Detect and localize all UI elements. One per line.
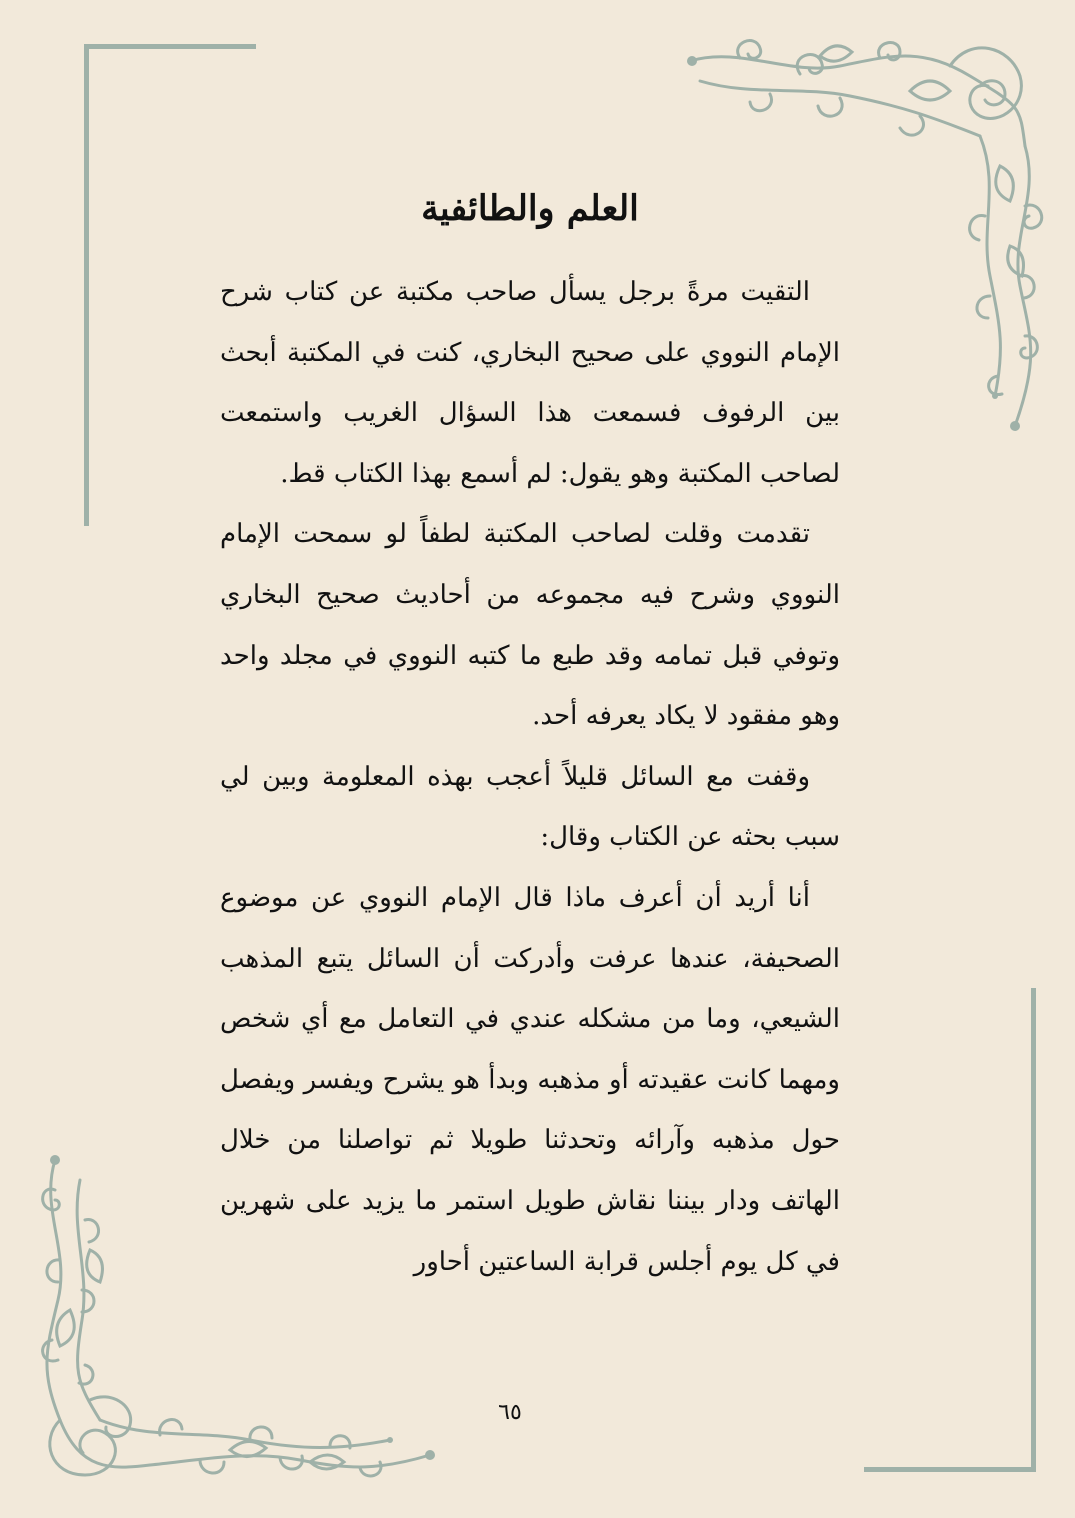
frame-top-left-horizontal bbox=[84, 44, 256, 49]
paragraph: أنا أريد أن أعرف ماذا قال الإمام النووي عن موضوع الصحيفة، عندها عرفت وأدركت أن السائل يتبع المذهب الشيعي، وما من مشكله عندي في التعامل مع أي شخص ومهما كانت عقيدته أو مذهبه وبدأ هو يشرح ويفسر ويفصل حول مذهبه وآرائه وتحدثنا طويلا ثم تواصلنا من خلال الهاتف ودار بيننا نقاش طويل استمر ما يزيد على شهرين في كل يوم أجلس قرابة الساعتين أحاور bbox=[220, 882, 840, 1277]
page-number: ٦٥ bbox=[498, 1400, 522, 1425]
paragraph: تقدمت وقلت لصاحب المكتبة لطفاً لو سمحت الإمام النووي وشرح فيه مجموعه من أحاديث صحيح البخاري وتوفي قبل تمامه وقد طبع ما كتبه النووي في مجلد واحد وهو مفقود لا يكاد يعرفه أحد. bbox=[220, 519, 840, 732]
frame-bottom-right-vertical bbox=[1031, 988, 1036, 1472]
frame-bottom-right-horizontal bbox=[864, 1467, 1036, 1472]
body-text bbox=[220, 262, 840, 1292]
paragraph: وقفت مع السائل قليلاً أعجب بهذه المعلومة وبين لي سبب بحثه عن الكتاب وقال: bbox=[220, 761, 840, 853]
page-title: العلم والطائفية bbox=[421, 188, 639, 229]
paragraph: التقيت مرةً برجل يسأل صاحب مكتبة عن كتاب شرح الإمام النووي على صحيح البخاري، كنت في المكتبة أبحث بين الرفوف فسمعت هذا السؤال الغريب واستمعت لصاحب المكتبة وهو يقول: لم أسمع بهذا الكتاب قط. bbox=[220, 277, 840, 489]
frame-top-left-vertical bbox=[84, 44, 89, 526]
